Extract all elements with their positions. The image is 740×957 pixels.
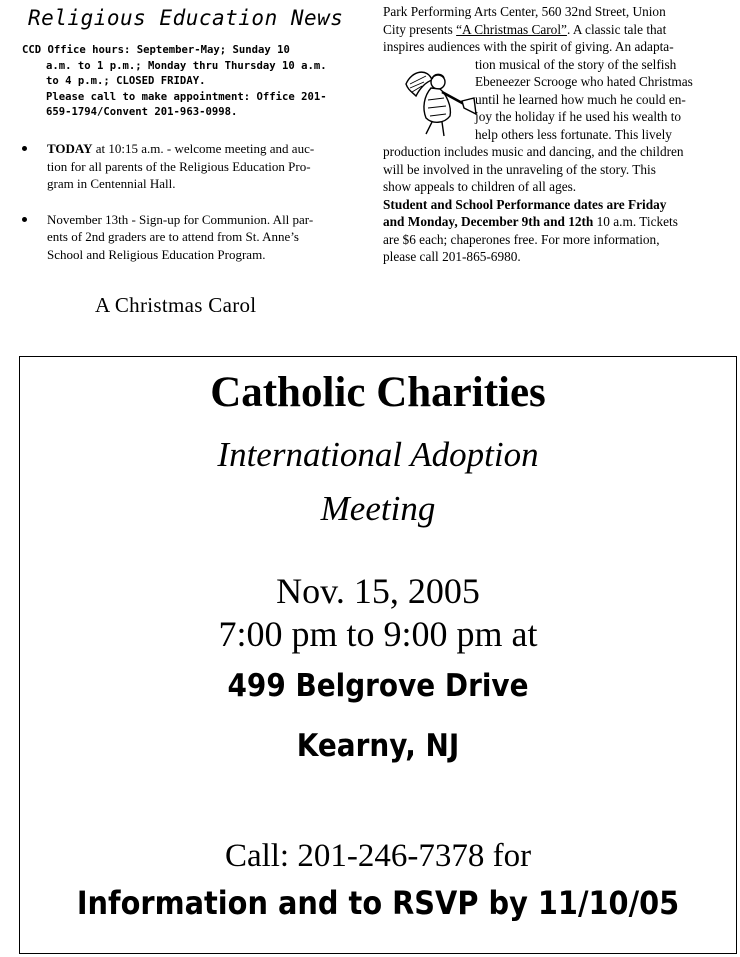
bullet-icon xyxy=(22,217,27,222)
bullet-text: gram in Centennial Hall. xyxy=(47,176,176,192)
flyer-date: Nov. 15, 2005 xyxy=(276,571,480,611)
bullet-text: at 10:15 a.m. - welcome meeting and auc- xyxy=(92,140,315,156)
article-line: Student and School Performance dates are Friday xyxy=(383,196,667,212)
article-text: . A classic tale that xyxy=(566,21,667,37)
office-hours-line: CCD Office hours: September-May; Sunday 10 xyxy=(22,44,290,56)
flyer-rsvp: Information and to RSVP by 11/10/05 xyxy=(76,884,680,922)
religious-education-column xyxy=(22,6,372,282)
flyer-subtitle: Meeting xyxy=(320,489,436,528)
flyer-phone: Call: 201-246-7378 for xyxy=(224,838,532,874)
article-line: show appeals to children of all ages. xyxy=(383,179,577,194)
article-line: production includes music and dancing, and the children xyxy=(383,144,684,159)
office-hours-line: 659-1794/Convent 201-963-0998. xyxy=(46,106,238,119)
play-title: “A Christmas Carol” xyxy=(456,21,567,37)
bullet-text: ents of 2nd graders are to attend from St. Anne’s xyxy=(47,229,299,245)
article-line: Ebeneezer Scrooge who hated Christmas xyxy=(475,74,693,89)
article-line xyxy=(383,213,735,231)
bullet-text: tion for all parents of the Religious Education Pro- xyxy=(47,158,311,174)
flyer-subtitle: International Adoption xyxy=(217,435,539,474)
christmas-carol-article xyxy=(383,3,735,266)
article-line: are $6 each; chaperones free. For more information, xyxy=(383,231,660,247)
bullet-icon xyxy=(22,146,27,151)
flyer-city: Kearny, NJ xyxy=(296,728,460,764)
bullet-text: November 13th - Sign-up for Communion. All par- xyxy=(47,211,314,227)
article-text: 10 a.m. Tickets xyxy=(593,214,678,229)
article-line: Park Performing Arts Center, 560 32nd Street, Union xyxy=(383,4,666,19)
article-line: please call 201-865-6980. xyxy=(383,249,521,264)
office-hours-line: to 4 p.m.; CLOSED FRIDAY. xyxy=(46,75,206,88)
article-line xyxy=(383,21,735,39)
flyer-organization: Catholic Charities xyxy=(210,369,546,416)
list-item xyxy=(22,211,372,264)
flyer-address: 499 Belgrove Drive xyxy=(227,668,529,704)
article-line: inspires audiences with the spirit of giving. An adapta- xyxy=(383,39,674,54)
performance-dates: and Monday, December 9th and 12th xyxy=(383,214,594,229)
newsletter-title: Religious Education News xyxy=(28,6,344,30)
article-line: until he learned how much he could en- xyxy=(475,91,686,107)
article-line: tion musical of the story of the selfish xyxy=(475,56,677,72)
office-hours-line: Please call to make appointment: Office 201- xyxy=(46,90,327,103)
adoption-meeting-flyer xyxy=(19,356,737,954)
office-hours-line: a.m. to 1 p.m.; Monday thru Thursday 10 a.m. xyxy=(46,59,327,72)
today-label: TODAY xyxy=(47,140,93,156)
article-line: joy the holiday if he used his wealth to xyxy=(475,109,682,124)
christmas-carol-caption: A Christmas Carol xyxy=(95,293,257,317)
announcement-list xyxy=(22,140,372,264)
office-hours xyxy=(22,43,372,121)
list-item xyxy=(22,140,372,193)
article-text: City presents xyxy=(383,21,457,37)
bullet-text: School and Religious Education Program. xyxy=(47,246,266,262)
article-line: will be involved in the unraveling of the story. This xyxy=(383,161,656,177)
article-line: help others less fortunate. This lively xyxy=(475,126,672,142)
flyer-time: 7:00 pm to 9:00 pm at xyxy=(218,614,538,654)
